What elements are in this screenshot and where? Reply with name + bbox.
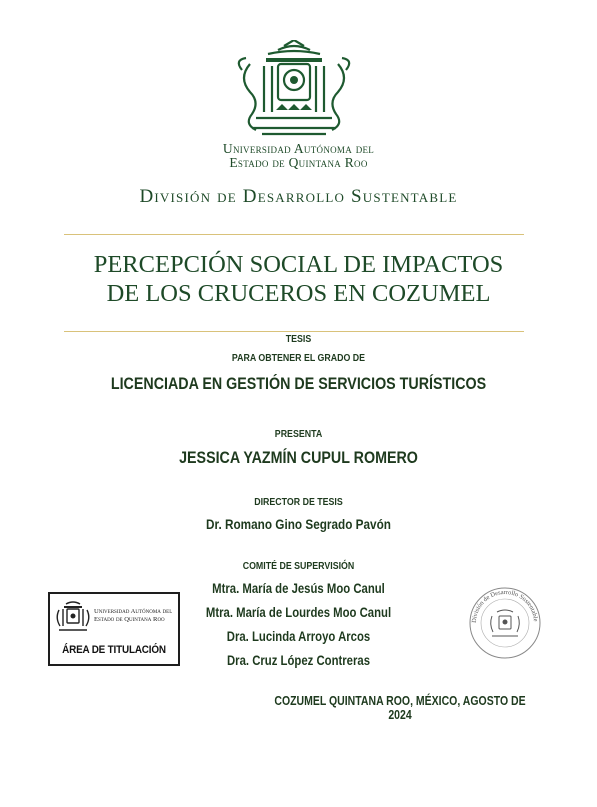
- committee-label: COMITÉ DE SUPERVISIÓN: [242, 560, 355, 572]
- place-date: COZUMEL QUINTANA ROO, MÉXICO, AGOSTO DE 2024: [274, 694, 526, 722]
- top-divider: [64, 234, 524, 235]
- director-label: DIRECTOR DE TESIS: [254, 496, 343, 508]
- uqroo-crest-small-icon: [54, 600, 92, 634]
- bottom-divider: [64, 331, 524, 332]
- presenta-label: PRESENTA: [274, 428, 323, 440]
- stamp-area-label: ÁREA DE TITULACIÓN: [62, 644, 166, 656]
- committee-member: Dra. Cruz López Contreras: [226, 653, 371, 668]
- committee-member: Mtra. María de Jesús Moo Canul: [212, 581, 385, 596]
- committee-member: Dra. Lucinda Arroyo Arcos: [226, 629, 371, 644]
- stamp-university-name: Universidad Autónoma del Estado de Quintana Roo: [94, 608, 173, 623]
- division-name: División de Desarrollo Sustentable: [139, 186, 458, 207]
- degree-prefix: PARA OBTENER EL GRADO DE: [231, 352, 366, 364]
- seal-ring-text: División de Desarrollo Sustentable: [470, 588, 539, 624]
- degree-name: LICENCIADA EN GESTIÓN DE SERVICIOS TURÍSTICOS: [110, 374, 487, 393]
- committee-member: Mtra. María de Lourdes Moo Canul: [205, 605, 392, 620]
- author-name: JESSICA YAZMÍN CUPUL ROMERO: [179, 448, 418, 467]
- thesis-title: PERCEPCIÓN SOCIAL DE IMPACTOS DE LOS CRUCEROS EN COZUMEL: [93, 251, 504, 307]
- division-seal: [468, 586, 542, 660]
- university-name: Universidad Autónoma del Estado de Quintana Roo: [222, 141, 375, 170]
- uqroo-crest-icon: [232, 40, 356, 138]
- titulacion-stamp: [48, 592, 180, 666]
- university-crest: [232, 40, 356, 138]
- director-name: Dr. Romano Gino Segrado Pavón: [206, 516, 391, 532]
- tesis-label: TESIS: [285, 333, 312, 345]
